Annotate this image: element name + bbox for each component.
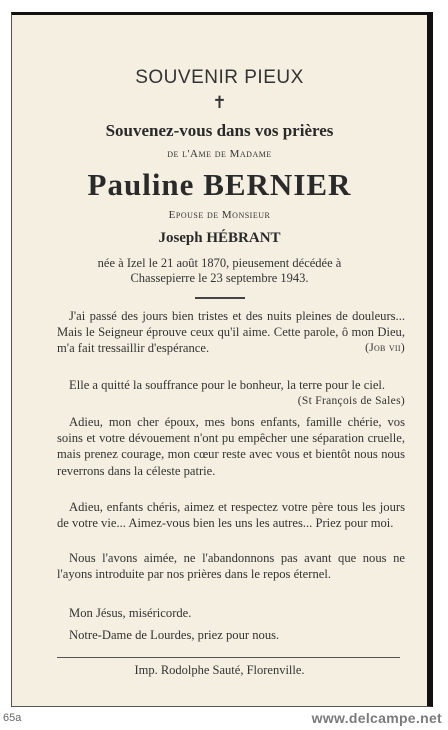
separator-rule (195, 297, 245, 299)
husband-last-name: HÉBRANT (206, 230, 281, 246)
paragraph-6: Mon Jésus, miséricorde. (69, 606, 192, 620)
cross-icon: ✝ (212, 93, 227, 113)
paragraph-3: Adieu, mon cher époux, mes bons enfants, famille chérie, vos soins et votre dévouement n'ont pu empêcher une séparation cruelle, mais prenez courage, mon cœur reste avec vous et bientôt nous nous reverrons dans la céleste patrie. (57, 415, 405, 478)
card-header: SOUVENIR PIEUX (135, 67, 304, 88)
paragraph-1-reference: (Job vii) (365, 342, 405, 355)
deceased-last-name: BERNIER (203, 167, 352, 202)
paragraph-1 (57, 308, 405, 357)
printer-line: Imp. Rodolphe Sauté, Florenville. (134, 663, 305, 677)
deceased-first-name: Pauline (87, 167, 195, 202)
ame-line: de l'Ame de Madame (167, 148, 272, 160)
watermark-site: www.delcampe.net (311, 710, 442, 726)
paragraph-2-reference: (St François de Sales) (297, 395, 405, 408)
paragraph-4: Adieu, enfants chéris, aimez et respectez votre père tous les jours de votre vie... Aimez-vous bien les uns les autres... Priez pour moi. (57, 500, 405, 531)
memorial-card (11, 12, 433, 707)
paragraph-2-text: Elle a quitté la souffrance pour le bonheur, la terre pour le ciel. (69, 378, 386, 392)
footer-rule (57, 657, 400, 658)
item-tag: 65a (3, 712, 22, 724)
epouse-line: Epouse de Monsieur (168, 209, 271, 221)
paragraph-1-text: J'ai passé des jours bien tristes et des nuits pleines de douleurs... Mais le Seigneur éprouve ceux qu'il aime. Cette parole, ô mon Dieu, m'a fait tressaillir d'espérance. (57, 309, 405, 356)
dates-line-1: née à Izel le 21 août 1870, pieusement décédée à (97, 256, 342, 270)
husband-name (12, 230, 427, 247)
remember-line: Souvenez-vous dans vos prières (105, 121, 334, 140)
dates-block (12, 256, 427, 286)
paragraph-2 (57, 377, 405, 409)
dates-line-2: Chassepierre le 23 septembre 1943. (130, 271, 309, 285)
husband-first-name: Joseph (158, 230, 203, 246)
paragraph-7: Notre-Dame de Lourdes, priez pour nous. (69, 628, 280, 642)
paragraph-5: Nous l'avons aimée, ne l'abandonnons pas avant que nous ne l'ayons introduite par nos prières dans le repos éternel. (57, 551, 405, 582)
deceased-name (12, 167, 427, 203)
